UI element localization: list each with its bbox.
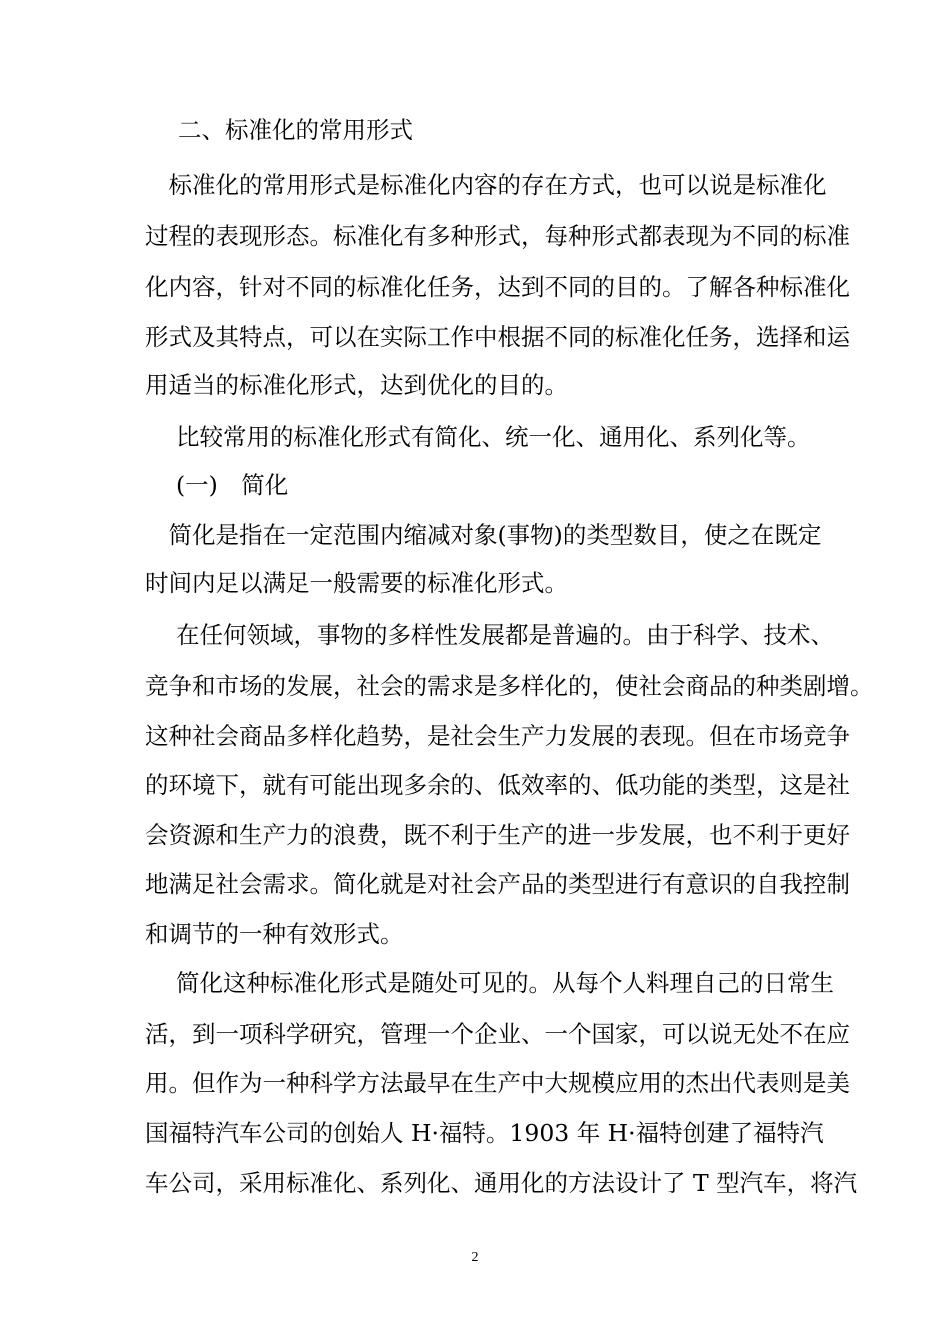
paragraph-4-line-1: 在任何领域，事物的多样性发展都是普遍的。由于科学、技术、 (145, 621, 834, 649)
paragraph-2-line-1: 比较常用的标准化形式有简化、统一化、通用化、系列化等。 (145, 423, 811, 451)
paragraph-5-line-2: 活，到一项科学研究，管理一个企业、一个国家，可以说无处不在应 (145, 1020, 850, 1048)
paragraph-5-line-5: 车公司，采用标准化、系列化、通用化的方法设计了 T 型汽车，将汽 (145, 1169, 858, 1197)
paragraph-1-line-3: 化内容，针对不同的标准化任务，达到不同的目的。了解各种标准化 (145, 273, 850, 301)
section-heading: 二、标准化的常用形式 (178, 116, 413, 144)
paragraph-4-line-7: 和调节的一种有效形式。 (145, 920, 404, 948)
page-number: 2 (471, 1250, 479, 1265)
subsection-heading: (一) 简化 (145, 471, 289, 499)
paragraph-4-line-3: 这种社会商品多样化趋势，是社会生产力发展的表现。但在市场竞争 (145, 722, 850, 750)
paragraph-5-line-4: 国福特汽车公司的创始人 H·福特。1903 年 H·福特创建了福特汽 (145, 1119, 824, 1147)
paragraph-1-line-1: 标准化的常用形式是标准化内容的存在方式，也可以说是标准化 (145, 171, 827, 199)
paragraph-5-line-3: 用。但作为一种科学方法最早在生产中大规模应用的杰出代表则是美 (145, 1069, 850, 1097)
paragraph-1-line-2: 过程的表现形态。标准化有多种形式，每种形式都表现为不同的标准 (145, 222, 850, 250)
paragraph-4-line-5: 会资源和生产力的浪费，既不利于生产的进一步发展，也不利于更好 (145, 821, 850, 849)
paragraph-4-line-4: 的环境下，就有可能出现多余的、低效率的、低功能的类型，这是社 (145, 771, 850, 799)
paragraph-4-line-2: 竞争和市场的发展，社会的需求是多样化的，使社会商品的种类剧增。 (145, 672, 874, 700)
paragraph-5-line-1: 简化这种标准化形式是随处可见的。从每个人料理自己的日常生 (145, 969, 834, 997)
paragraph-3-line-1: 简化是指在一定范围内缩减对象(事物)的类型数目，使之在既定 (145, 521, 822, 549)
paragraph-4-line-6: 地满足社会需求。简化就是对社会产品的类型进行有意识的自我控制 (145, 870, 850, 898)
paragraph-1-line-4: 形式及其特点，可以在实际工作中根据不同的标准化任务，选择和运 (145, 323, 850, 351)
paragraph-1-line-5: 用适当的标准化形式，达到优化的目的。 (145, 371, 568, 399)
paragraph-3-line-2: 时间内足以满足一般需要的标准化形式。 (145, 569, 568, 597)
